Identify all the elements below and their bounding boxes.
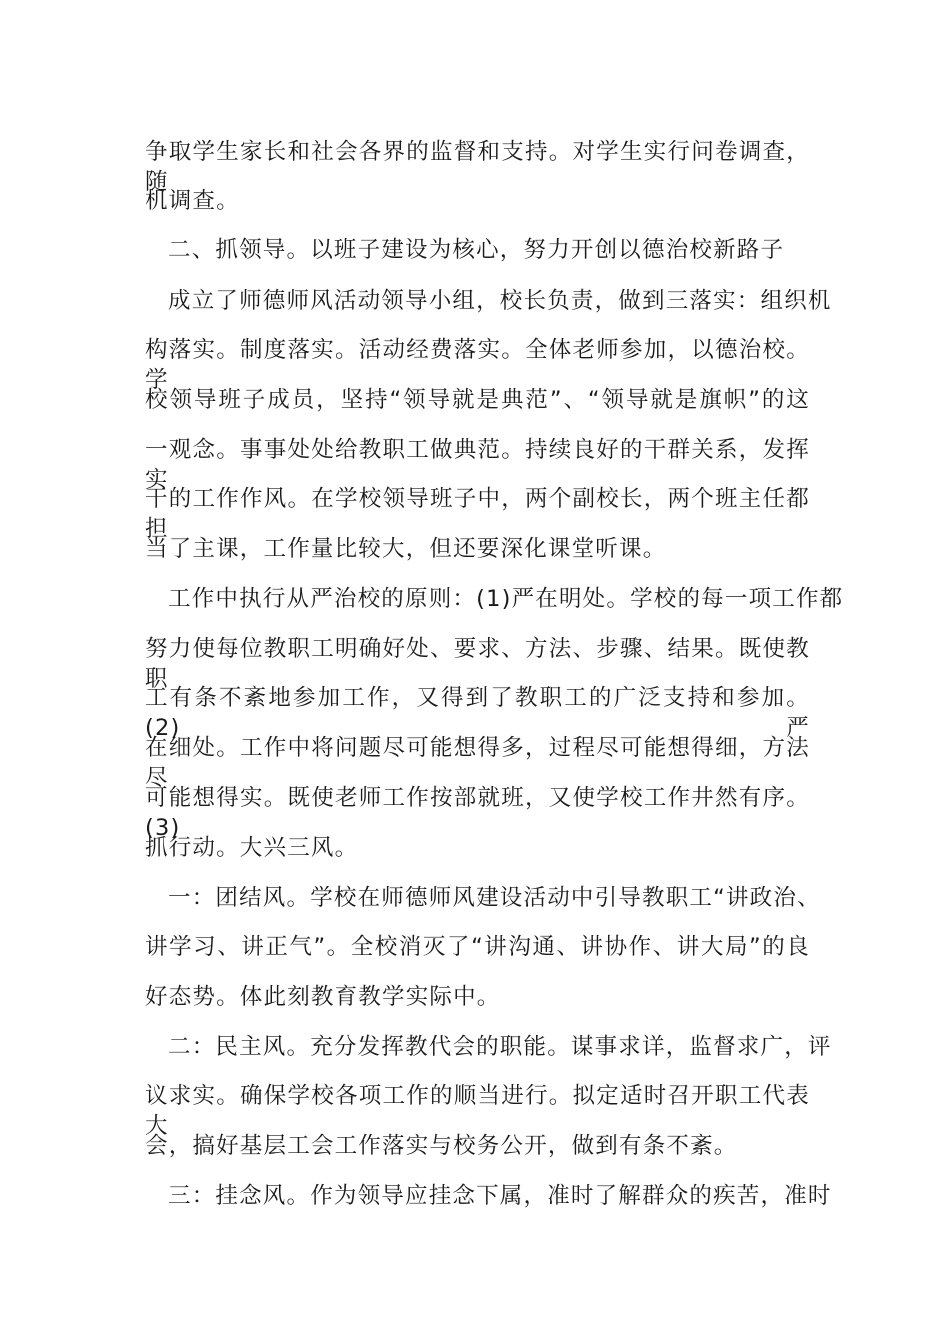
paragraph-line: 好态势。体此刻教育教学实际中。	[145, 984, 501, 1010]
paragraph-line: 可能想得实。既使老师工作按部就班，又使学校工作井然有序。(3)	[145, 785, 810, 841]
paragraph-line: 一：团结风。学校在师德师风建设活动中引导教职工“讲政治、	[168, 885, 821, 911]
paragraph-line: 议求实。确保学校各项工作的顺当进行。拟定适时召开职工代表大	[145, 1083, 810, 1139]
section-heading: 二、抓领导。以班子建设为核心，努力开创以德治校新路子	[168, 237, 785, 263]
paragraph-line: 当了主课，工作量比较大，但还要深化课堂听课。	[145, 536, 667, 562]
paragraph-line: 三：挂念风。作为领导应挂念下属，准时了解群众的疾苦，准时	[168, 1183, 832, 1209]
paragraph-line: 构落实。制度落实。活动经费落实。全体老师参加，以德治校。学	[145, 337, 810, 393]
paragraph-line: 抓行动。大兴三风。	[145, 835, 359, 861]
paragraph-line: 争取学生家长和社会各界的监督和支持。对学生实行问卷调查，随	[145, 139, 810, 195]
paragraph-line: 努力使每位教职工明确好处、要求、方法、步骤、结果。既使教职	[145, 636, 810, 692]
paragraph-line: 一观念。事事处处给教职工做典范。持续良好的干群关系，发挥实	[145, 437, 810, 493]
paragraph-line: 在细处。工作中将问题尽可能想得多，过程尽可能想得细，方法尽	[145, 735, 810, 791]
paragraph-line: 讲学习、讲正气”。全校消灭了“讲沟通、讲协作、讲大局”的良	[145, 934, 810, 960]
paragraph-line: 工作中执行从严治校的原则：(1)严在明处。学校的每一项工作都	[168, 586, 844, 612]
paragraph-line: 会，搞好基层工会工作落实与校务公开，做到有条不紊。	[145, 1133, 738, 1159]
paragraph-line: 工有条不紊地参加工作，又得到了教职工的广泛支持和参加。(2)严	[145, 685, 810, 741]
paragraph-line: 成立了师德师风活动领导小组，校长负责，做到三落实：组织机	[168, 288, 832, 314]
paragraph-line: 校领导班子成员，坚持“领导就是典范”、“领导就是旗帜”的这	[145, 387, 810, 413]
paragraph-line: 二：民主风。充分发挥教代会的职能。谋事求详，监督求广，评	[168, 1034, 832, 1060]
paragraph-line: 干的工作作风。在学校领导班子中，两个副校长，两个班主任都担	[145, 486, 810, 542]
paragraph-line: 机调查。	[145, 188, 240, 214]
